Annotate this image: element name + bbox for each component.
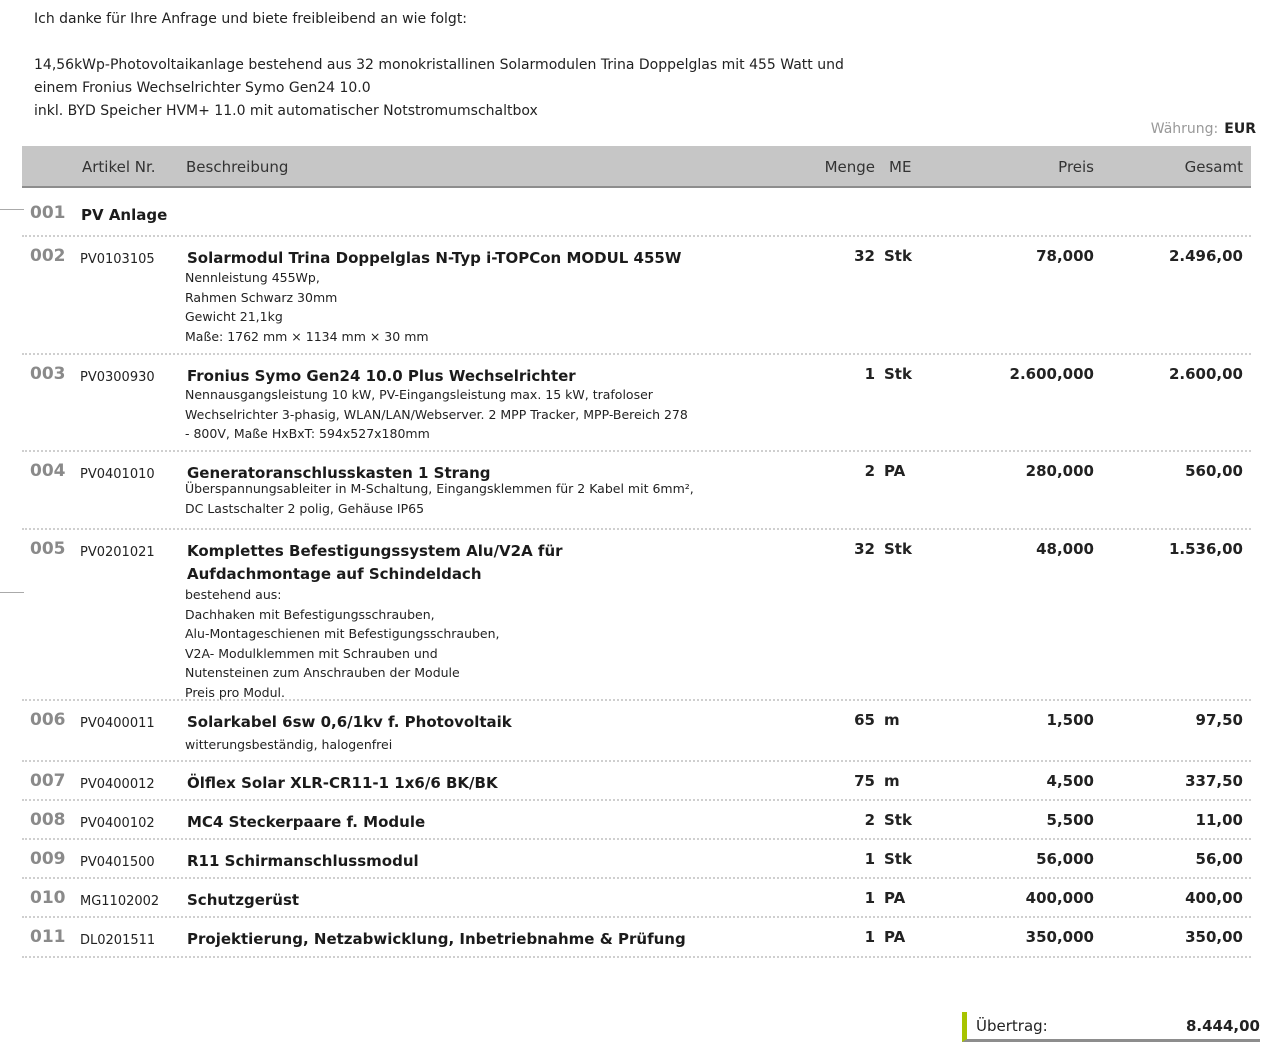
item-quantity: 1 [864,365,875,383]
position-number: 003 [30,364,66,384]
item-unit: Stk [884,247,912,265]
item-unit-price: 56,000 [1036,850,1094,868]
article-number: PV0400012 [80,777,155,792]
item-unit: m [884,711,900,729]
item-title: Solarkabel 6sw 0,6/1kv f. Photovoltaik [187,713,512,731]
item-unit-price: 350,000 [1025,928,1094,946]
position-number: 010 [30,888,66,908]
group-title: PV Anlage [81,206,168,224]
item-total: 560,00 [1185,462,1243,480]
item-title: Solarmodul Trina Doppelglas N-Typ i-TOPCon MODUL 455W [187,249,682,267]
item-unit-price: 5,500 [1046,811,1094,829]
table-row [22,355,1251,452]
article-number: PV0103105 [80,252,155,267]
table-body [22,194,1251,958]
table-row [22,762,1251,801]
item-description [185,268,725,346]
description-line: - 800V, Maße HxBxT: 594x527x180mm [185,426,430,441]
item-unit-price: 4,500 [1046,772,1094,790]
position-number: 004 [30,461,66,481]
item-description [185,585,725,702]
header-menge: Menge [824,158,875,176]
item-quantity: 1 [864,889,875,907]
greeting: Ich danke für Ihre Anfrage und biete freibleibend an wie folgt: [34,11,468,27]
item-description [185,479,725,518]
intro-text [34,8,844,123]
table-row [22,918,1251,958]
item-unit: Stk [884,850,912,868]
item-unit: Stk [884,540,912,558]
article-number: PV0400102 [80,816,155,831]
item-unit: PA [884,928,906,946]
item-total: 337,50 [1185,772,1243,790]
item-title: R11 Schirmanschlussmodul [187,852,419,870]
description-line: Nennausgangsleistung 10 kW, PV-Eingangsleistung max. 15 kW, trafoloser [185,387,653,402]
position-number: 007 [30,771,66,791]
item-title: Ölflex Solar XLR-CR11-1 1x6/6 BK/BK [187,774,498,792]
item-unit: PA [884,462,906,480]
position-number: 005 [30,539,66,559]
item-description [185,735,725,755]
position-number: 008 [30,810,66,830]
table-row [22,701,1251,762]
item-title: Projektierung, Netzabwicklung, Inbetriebnahme & Prüfung [187,930,686,948]
item-title: Fronius Symo Gen24 10.0 Plus Wechselrichter [187,367,576,385]
item-total: 2.496,00 [1168,247,1243,265]
table-row [22,801,1251,840]
item-total: 56,00 [1195,850,1243,868]
description-line: Alu-Montageschienen mit Befestigungsschrauben, [185,626,500,641]
item-quantity: 2 [864,811,875,829]
item-quantity: 32 [854,247,875,265]
position-number: 009 [30,849,66,869]
description-line: Nennleistung 455Wp, [185,270,320,285]
item-unit-price: 400,000 [1025,889,1094,907]
item-unit-price: 1,500 [1046,711,1094,729]
fold-mark [0,592,24,593]
carry-over-value: 8.444,00 [1185,1017,1260,1035]
item-total: 400,00 [1185,889,1243,907]
item-title: Komplettes Befestigungssystem Alu/V2A für Aufdachmontage auf Schindeldach [187,542,563,583]
item-unit: Stk [884,365,912,383]
table-header [22,146,1251,188]
group-row [22,194,1251,237]
item-quantity: 75 [854,772,875,790]
article-number: PV0401010 [80,467,155,482]
table-row [22,452,1251,530]
carry-over [962,1012,1260,1042]
description-line: Nutensteinen zum Anschrauben der Module [185,665,460,680]
intro-line: einem Fronius Wechselrichter Symo Gen24 10.0 [34,80,371,96]
item-title: Schutzgerüst [187,891,300,909]
item-unit-price: 2.600,000 [1009,365,1094,383]
item-unit: Stk [884,811,912,829]
item-total: 11,00 [1195,811,1243,829]
description-line: DC Lastschalter 2 polig, Gehäuse IP65 [185,500,425,516]
description-line: Überspannungsableiter in M-Schaltung, Eingangsklemmen für 2 Kabel mit 6mm², [185,481,694,496]
article-number: PV0401500 [80,855,155,870]
header-gesamt: Gesamt [1184,158,1243,176]
description-line: Preis pro Modul. [185,684,285,700]
description-line: Maße: 1762 mm × 1134 mm × 30 mm [185,328,429,344]
item-total: 2.600,00 [1168,365,1243,383]
item-quantity: 1 [864,928,875,946]
description-line: Gewicht 21,1kg [185,309,283,324]
header-beschreibung: Beschreibung [186,158,289,176]
carry-over-label: Übertrag: [976,1017,1048,1035]
description-line: Dachhaken mit Befestigungsschrauben, [185,606,435,622]
item-unit: m [884,772,900,790]
header-me: ME [889,158,912,176]
item-unit: PA [884,889,906,907]
intro-line: 14,56kWp-Photovoltaikanlage bestehend aus 32 monokristallinen Solarmodulen Trina Doppelglas mit 455 Watt und [34,57,844,73]
table-row [22,237,1251,355]
article-number: PV0400011 [80,716,155,731]
currency-label: Währung: [1150,121,1219,137]
description-line: Rahmen Schwarz 30mm [185,289,338,305]
position-number: 011 [30,927,66,947]
fold-mark [0,209,24,210]
table-row [22,530,1251,701]
description-line: bestehend aus: [185,587,282,602]
item-unit-price: 78,000 [1036,247,1094,265]
item-total: 97,50 [1195,711,1243,729]
item-quantity: 65 [854,711,875,729]
table-row [22,879,1251,918]
table-row [22,840,1251,879]
description-line: Wechselrichter 3-phasig, WLAN/LAN/Webserver. 2 MPP Tracker, MPP-Bereich 278 [185,406,688,422]
item-description [185,385,725,444]
article-number: DL0201511 [80,933,156,948]
item-quantity: 1 [864,850,875,868]
item-unit-price: 48,000 [1036,540,1094,558]
item-title: MC4 Steckerpaare f. Module [187,813,426,831]
item-title: Generatoranschlusskasten 1 Strang [187,464,491,482]
item-quantity: 32 [854,540,875,558]
article-number: PV0300930 [80,370,155,385]
description-line: V2A- Modulklemmen mit Schrauben und [185,645,438,661]
position-number: 001 [30,203,66,223]
currency-indicator [1151,121,1256,137]
header-preis: Preis [1058,158,1094,176]
header-artikel: Artikel Nr. [82,158,156,176]
position-number: 002 [30,246,66,266]
item-total: 1.536,00 [1168,540,1243,558]
article-number: PV0201021 [80,545,155,560]
position-number: 006 [30,710,66,730]
article-number: MG1102002 [80,894,160,909]
intro-line: inkl. BYD Speicher HVM+ 11.0 mit automatischer Notstromumschaltbox [34,103,538,119]
description-line: witterungsbeständig, halogenfrei [185,737,393,752]
item-unit-price: 280,000 [1025,462,1094,480]
item-quantity: 2 [864,462,875,480]
currency-value: EUR [1224,121,1256,137]
item-total: 350,00 [1185,928,1243,946]
